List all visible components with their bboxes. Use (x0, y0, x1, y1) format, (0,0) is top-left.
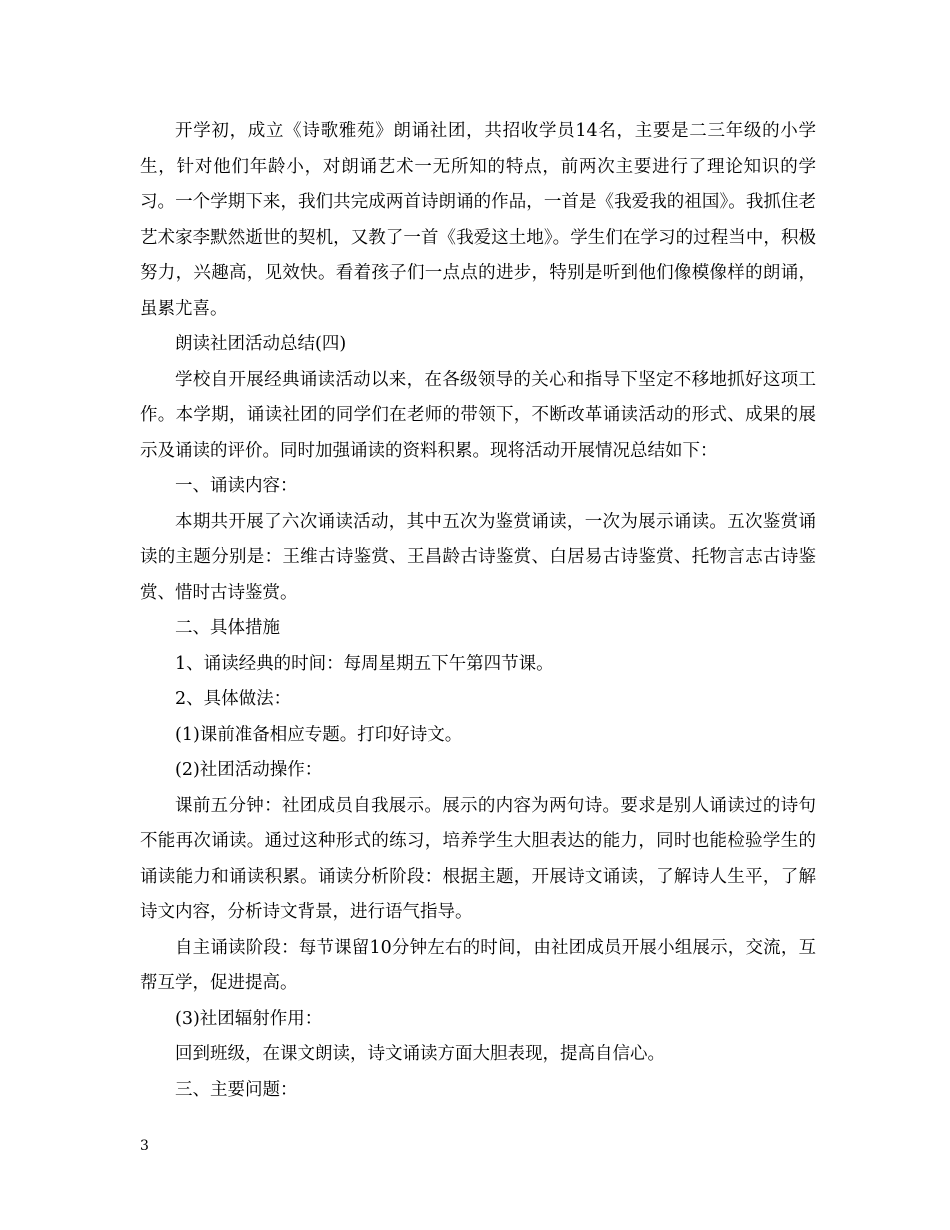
item-club-operation: (2)社团活动操作： (175, 760, 323, 780)
paragraph-self-reading: 自主诵读阶段：每节课留10分钟左右的时间，由社团成员开展小组展示，交流，互帮互学，促进提高。 (140, 937, 816, 993)
paragraph-reading-content: 本期共开展了六次诵读活动，其中五次为鉴赏诵读，一次为展示诵读。五次鉴赏诵读的主题分别是：王维古诗鉴赏、王昌龄古诗鉴赏、白居易古诗鉴赏、托物言志古诗鉴赏、惜时古诗鉴赏。 (140, 511, 816, 603)
heading-specific-measures: 二、具体措施 (175, 618, 280, 638)
page-number: 3 (140, 1138, 149, 1154)
paragraph-overview: 学校自开展经典诵读活动以来，在各级领导的关心和指导下坚定不移地抓好这项工作。本学期，诵读社团的同学们在老师的带领下，不断改革诵读活动的形式、成果的展示及诵读的评价。同时加强诵读的资料积累。现将活动开展情况总结如下： (140, 369, 816, 461)
heading-reading-content: 一、诵读内容： (175, 476, 298, 496)
item-specific-method: 2、具体做法： (175, 689, 292, 709)
document-body (140, 114, 816, 1108)
item-reading-time: 1、诵读经典的时间：每周星期五下午第四节课。 (175, 653, 554, 674)
section-title-summary-four: 朗读社团活动总结(四) (175, 334, 347, 354)
item-club-influence: (3)社团辐射作用： (175, 1008, 323, 1029)
item-preparation: (1)课前准备相应专题。打印好诗文。 (175, 724, 463, 745)
paragraph-five-minute-display: 课前五分钟：社团成员自我展示。展示的内容为两句诗。要求是别人诵读过的诗句不能再次诵读。通过这种形式的练习，培养学生大胆表达的能力，同时也能检验学生的诵读能力和诵读积累。诵读分析阶段：根据主题，开展诗文诵读，了解诗人生平，了解诗文内容，分析诗文背景，进行语气指导。 (140, 795, 816, 922)
paragraph-intro: 开学初，成立《诗歌雅苑》朗诵社团，共招收学员14名，主要是二三年级的小学生，针对他们年龄小，对朗诵艺术一无所知的特点，前两次主要进行了理论知识的学习。一个学期下来，我们共完成两首诗朗诵的作品，一首是《我爱我的祖国》。我抓住老艺术家李默然逝世的契机，又教了一首《我爱这土地》。学生们在学习的过程当中，积极努力，兴趣高，见效快。看着孩子们一点点的进步，特别是听到他们像模像样的朗诵，虽累尤喜。 (140, 121, 816, 319)
paragraph-class-return: 回到班级，在课文朗读，诗文诵读方面大胆表现，提高自信心。 (175, 1044, 665, 1064)
heading-main-problems: 三、主要问题： (175, 1079, 298, 1100)
